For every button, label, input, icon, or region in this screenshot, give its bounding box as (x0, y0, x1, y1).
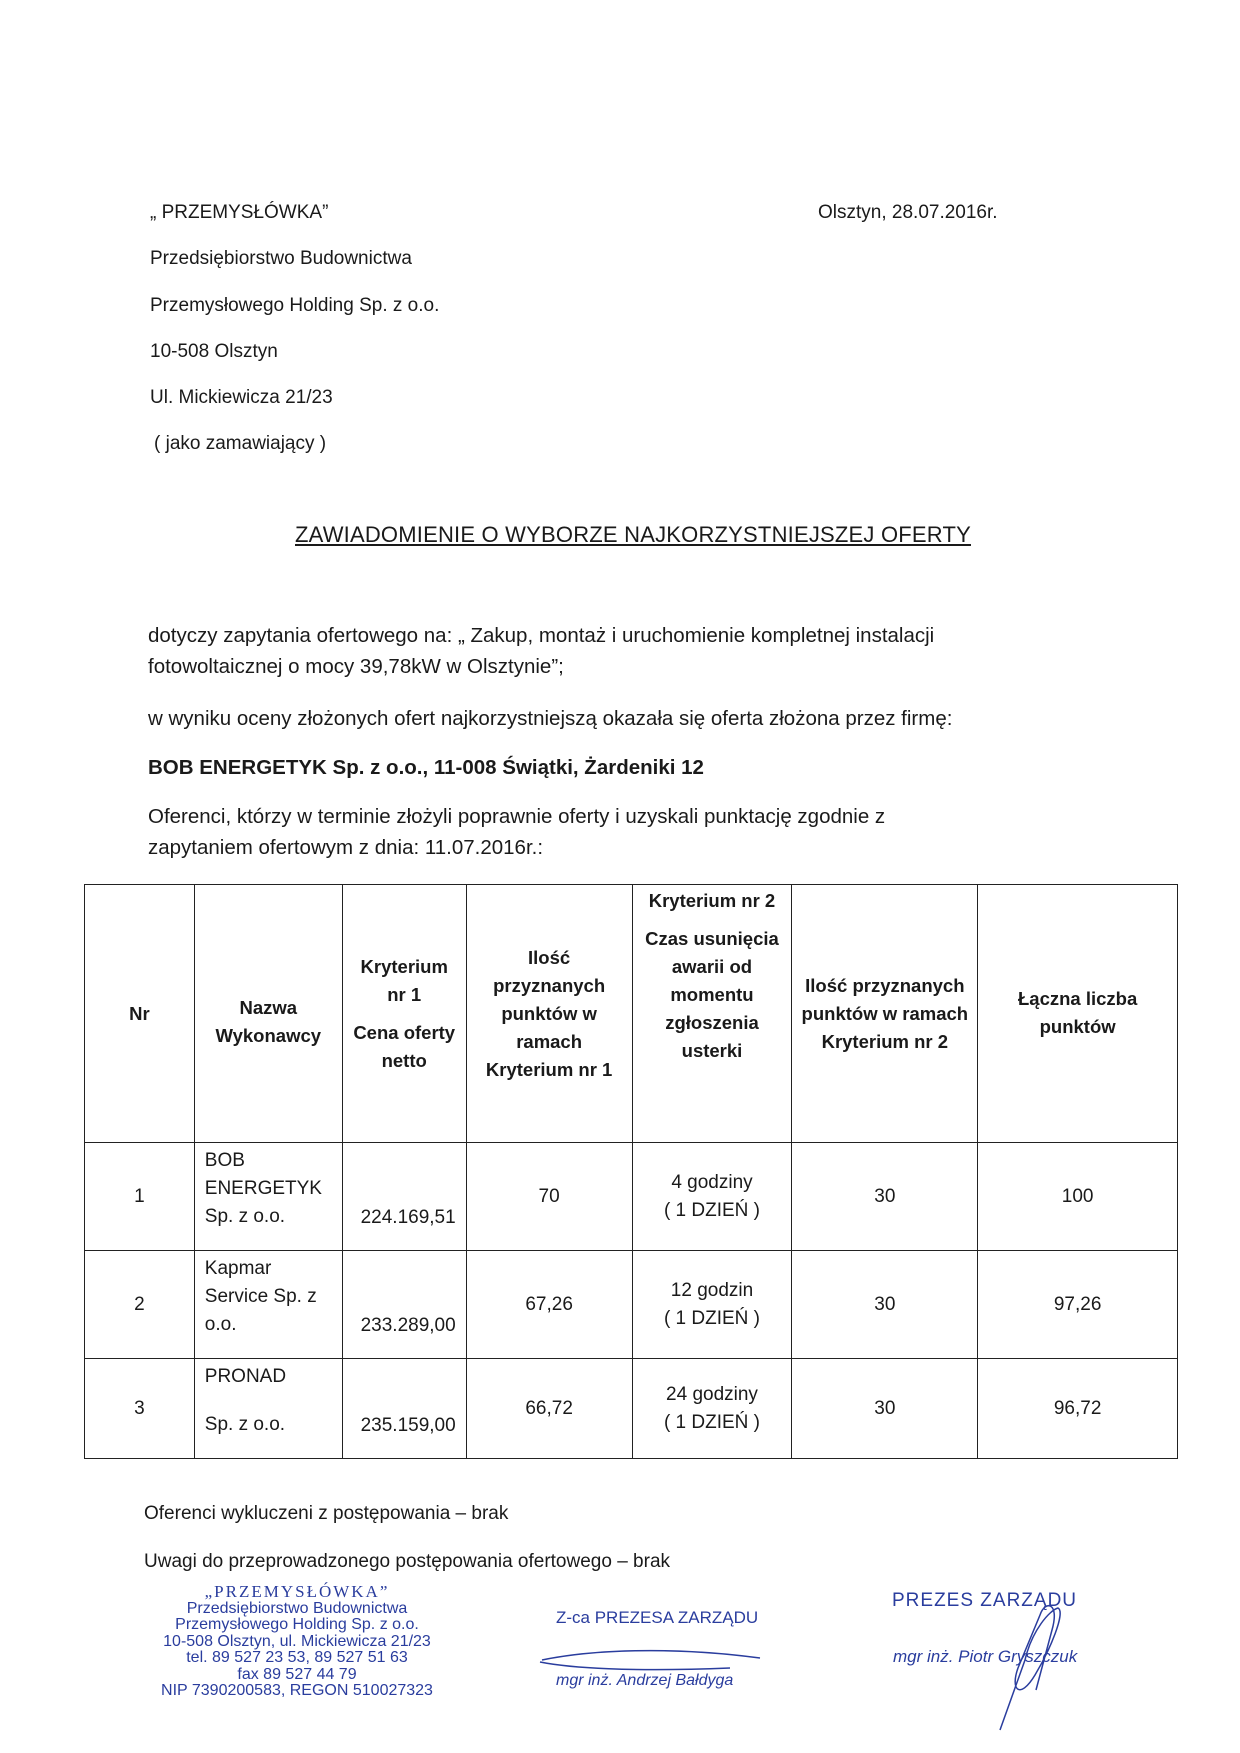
sender-name: „ PRZEMYSŁÓWKA” (150, 202, 329, 223)
cell-czas (632, 1143, 792, 1251)
winner-text: BOB ENERGETYK Sp. z o.o., 11-008 Świątki, Żardeniki 12 (148, 756, 704, 779)
cell-name (194, 1143, 342, 1251)
cell-cena: 233.289,00 (342, 1251, 466, 1359)
header-total: Łączna liczba punktów (978, 885, 1178, 1143)
cell-nr: 2 (85, 1251, 195, 1359)
cell-czas-line: 4 godziny (671, 1171, 753, 1193)
president-title: PREZES ZARZĄDU (892, 1590, 1078, 1611)
cell-czas-line: 24 godziny (666, 1383, 758, 1405)
cell-name-line: PRONAD (204, 1366, 287, 1387)
cell-czas-line: ( 1 DZIEŃ ) (663, 1199, 761, 1221)
document-title: ZAWIADOMIENIE O WYBORZE NAJKORZYSTNIEJSZEJ OFERTY (295, 522, 971, 547)
vice-president-title: Z-ca PREZESA ZARZĄDU (556, 1608, 759, 1627)
cell-name-line (205, 1391, 336, 1411)
cell-czas-line: ( 1 DZIEŃ ) (663, 1307, 761, 1329)
cell-pkt2: 30 (792, 1143, 978, 1251)
cell-cena: 235.159,00 (342, 1359, 466, 1459)
header-nr: Nr (85, 885, 195, 1143)
table-row (85, 1251, 1178, 1359)
cell-pkt1: 70 (466, 1143, 632, 1251)
president-name: mgr inż. Piotr Gryszczuk (893, 1647, 1078, 1666)
cell-nr: 1 (85, 1143, 195, 1251)
intro-line: dotyczy zapytania ofertowego na: „ Zakup, montaż i uruchomienie kompletnej instalacji (148, 624, 935, 647)
president-signature-icon (940, 1590, 1090, 1740)
header-k1-title: Kryterium nr 1 (360, 955, 448, 1005)
table-row (85, 1143, 1178, 1251)
sender-line: 10-508 Olsztyn (150, 341, 278, 362)
cell-pkt2: 30 (792, 1251, 978, 1359)
cell-name (194, 1251, 342, 1359)
result-text: w wyniku oceny złożonych ofert najkorzystniejszą okazała się oferta złożona przez firmę: (148, 707, 953, 730)
stamp-line: 10-508 Olsztyn, ul. Mickiewicza 21/23 (163, 1632, 431, 1650)
cell-name-line: Service Sp. z (204, 1286, 317, 1307)
header-pkt2: Ilość przyznanych punktów w ramach Kryterium nr 2 (792, 885, 978, 1143)
cell-name-line: Sp. z o.o. (204, 1206, 286, 1227)
cell-pkt2: 30 (792, 1359, 978, 1459)
stamp-line: Przedsiębiorstwo Budownictwa (186, 1599, 408, 1617)
cell-name-line: BOB (204, 1150, 245, 1171)
company-stamp (132, 1584, 462, 1700)
cell-name-line: Sp. z o.o. (204, 1414, 286, 1435)
cell-name-line: Kapmar (204, 1258, 272, 1279)
offerors-line: zapytaniem ofertowym z dnia: 11.07.2016r.: (148, 836, 544, 859)
stamp-line: fax 89 527 44 79 (237, 1665, 357, 1683)
document-date: Olsztyn, 28.07.2016r. (818, 202, 998, 223)
stamp-name: „PRZEMYSŁÓWKA” (204, 1582, 390, 1601)
stamp-line: tel. 89 527 23 53, 89 527 51 63 (186, 1649, 408, 1666)
cell-czas-line: ( 1 DZIEŃ ) (663, 1411, 761, 1433)
cell-total: 100 (978, 1143, 1178, 1251)
stamp-line: NIP 7390200583, REGON 510027323 (161, 1682, 433, 1699)
cell-total: 96,72 (978, 1359, 1178, 1459)
cell-name-line: ENERGETYK (204, 1178, 322, 1199)
table-header-row (85, 885, 1178, 1143)
cell-czas-line: 12 godzin (670, 1279, 754, 1301)
table-row (85, 1359, 1178, 1459)
intro-line: fotowoltaicznej o mocy 39,78kW w Olsztynie”; (148, 655, 564, 678)
stamp-line: Przemysłowego Holding Sp. z o.o. (175, 1616, 419, 1633)
header-k1-sub: Cena oferty netto (353, 1021, 456, 1071)
header-k2 (632, 885, 792, 1143)
cell-name-line: o.o. (204, 1314, 237, 1335)
cell-pkt1: 67,26 (466, 1251, 632, 1359)
remarks-note: Uwagi do przeprowadzonego postępowania ofertowego – brak (144, 1551, 671, 1572)
header-nazwa: Nazwa Wykonawcy (194, 885, 342, 1143)
vice-president-name: mgr inż. Andrzej Bałdyga (556, 1672, 734, 1689)
header-pkt1: Ilość przyznanych punktów w ramach Kryterium nr 1 (466, 885, 632, 1143)
cell-czas (632, 1359, 792, 1459)
excluded-note: Oferenci wykluczeni z postępowania – brak (144, 1503, 509, 1524)
cell-total: 97,26 (978, 1251, 1178, 1359)
cell-nr: 3 (85, 1359, 195, 1459)
cell-name (194, 1359, 342, 1459)
header-k2-title: Kryterium nr 2 (648, 890, 776, 911)
offerors-line: Oferenci, którzy w terminie złożyli poprawnie oferty i uzyskali punktację zgodnie z (148, 805, 886, 828)
results-table (84, 884, 1178, 1459)
sender-line: Przemysłowego Holding Sp. z o.o. (150, 295, 440, 316)
cell-czas (632, 1251, 792, 1359)
sender-line: Przedsiębiorstwo Budownictwa (150, 248, 412, 269)
cell-cena: 224.169,51 (342, 1143, 466, 1251)
header-k2-sub: Czas usunięcia awarii od momentu zgłoszenia usterki (645, 928, 779, 1061)
sender-line: Ul. Mickiewicza 21/23 (150, 387, 333, 408)
sender-role: ( jako zamawiający ) (154, 433, 327, 454)
header-k1 (342, 885, 466, 1143)
cell-pkt1: 66,72 (466, 1359, 632, 1459)
